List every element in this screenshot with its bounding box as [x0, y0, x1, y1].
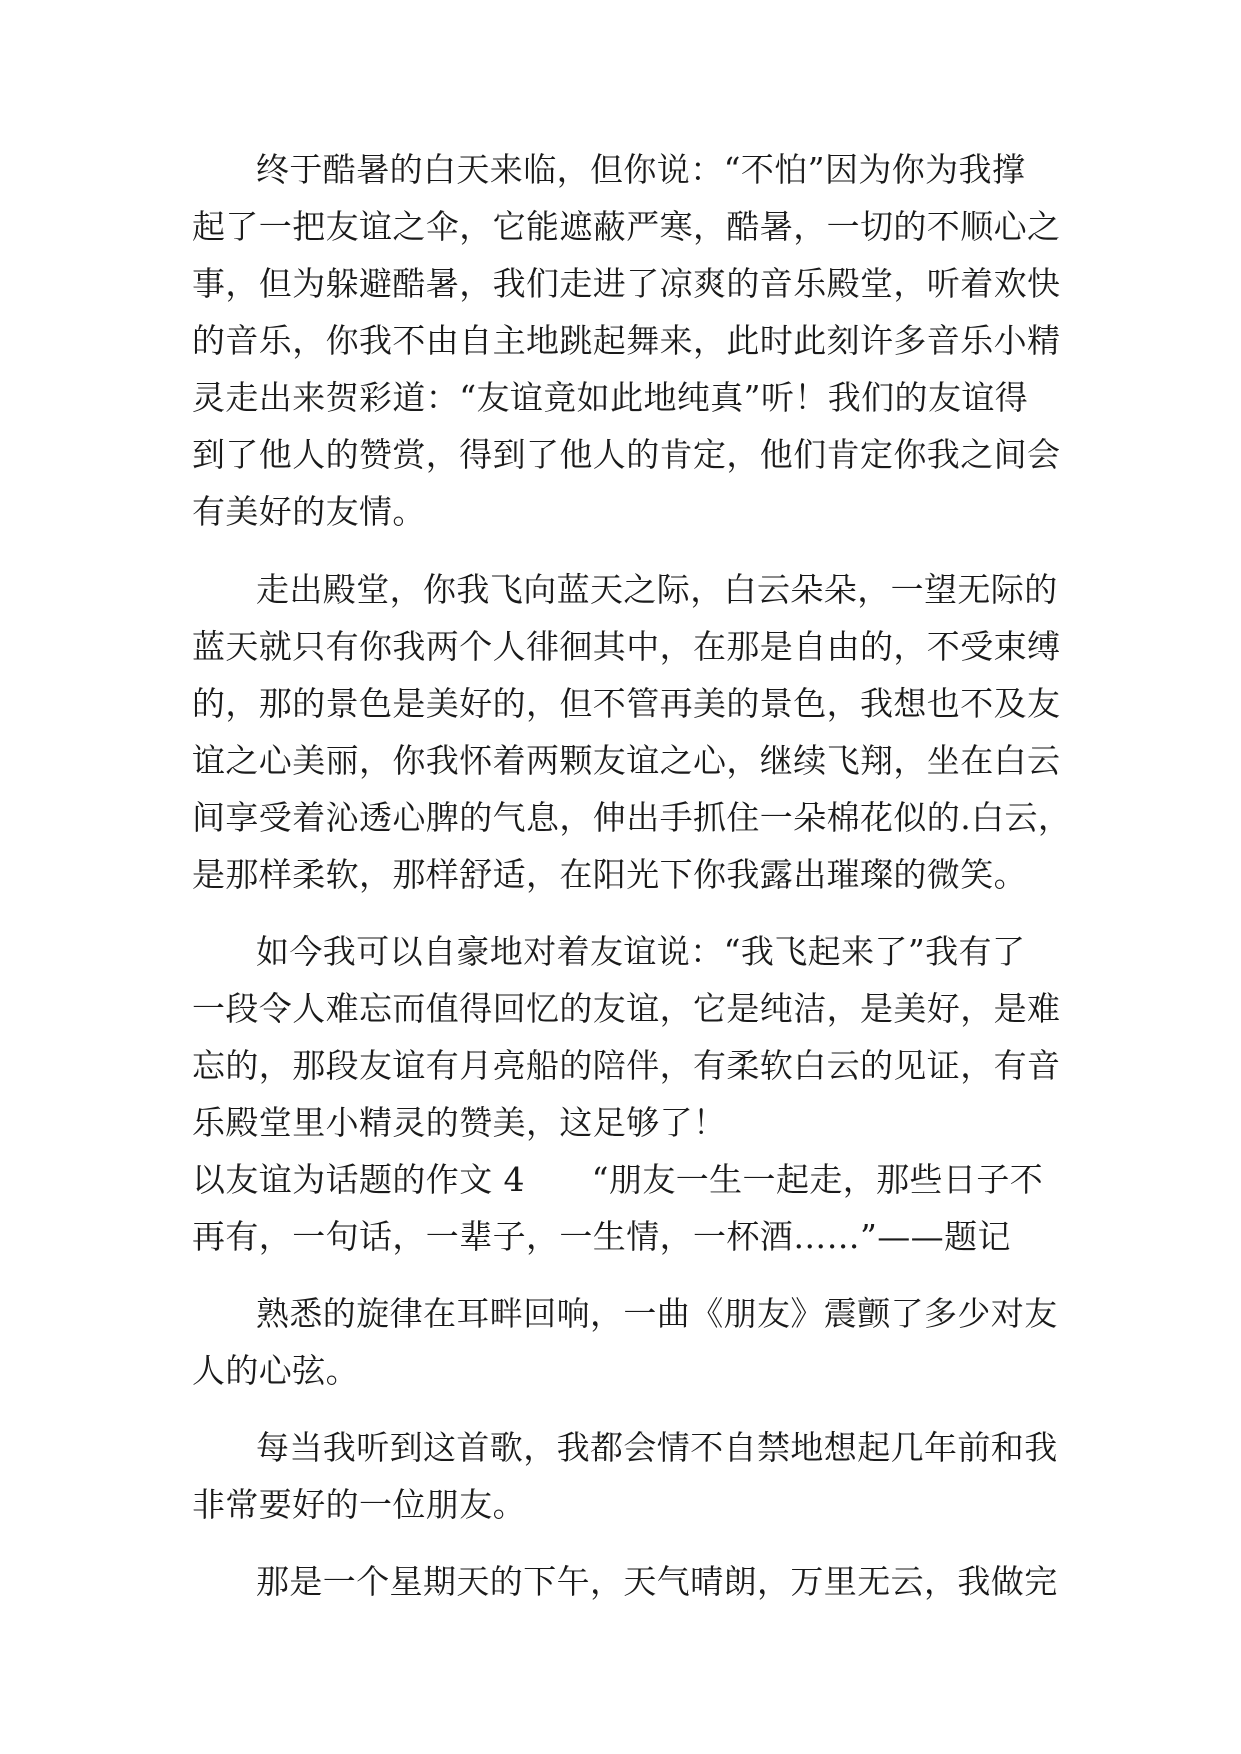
text-line: 非常要好的一位朋友。	[192, 1485, 526, 1524]
text-line: 谊之心美丽，你我怀着两颗友谊之心，继续飞翔，坐在白云	[192, 741, 1061, 780]
text-line: 人的心弦。	[192, 1351, 359, 1390]
text-line: 蓝天就只有你我两个人徘徊其中，在那是自由的，不受束缚	[192, 627, 1061, 666]
text-line: 熟悉的旋律在耳畔回响，一曲《朋友》震颤了多少对友	[256, 1294, 1058, 1333]
text-line: 的音乐，你我不由自主地跳起舞来，此时此刻许多音乐小精	[192, 321, 1061, 360]
text-line: 的，那的景色是美好的，但不管再美的景色，我想也不及友	[192, 684, 1061, 723]
text-line: 每当我听到这首歌，我都会情不自禁地想起几年前和我	[256, 1428, 1058, 1467]
text-line: 终于酷暑的白天来临，但你说：“不怕”因为你为我撑	[256, 150, 1026, 189]
text-line: 有美好的友情。	[192, 492, 426, 531]
text-line: 忘的，那段友谊有月亮船的陪伴，有柔软白云的见证，有音	[192, 1046, 1061, 1085]
text-line: 如今我可以自豪地对着友谊说：“我飞起来了”我有了	[256, 932, 1026, 971]
text-line: 那是一个星期天的下午，天气晴朗，万里无云，我做完	[256, 1562, 1058, 1601]
text-line: 走出殿堂，你我飞向蓝天之际，白云朵朵，一望无际的	[256, 570, 1058, 609]
text-line: 是那样柔软，那样舒适，在阳光下你我露出璀璨的微笑。	[192, 855, 1027, 894]
text-line: 再有，一句话，一辈子，一生情，一杯酒……”——题记	[192, 1217, 1011, 1256]
text-line: 间享受着沁透心脾的气息，伸出手抓住一朵棉花似的.白云，	[192, 798, 1072, 837]
text-line: 一段令人难忘而值得回忆的友谊，它是纯洁，是美好，是难	[192, 989, 1061, 1028]
essay-heading-line: 以友谊为话题的作文 4 “朋友一生一起走，那些日子不	[192, 1160, 1044, 1199]
text-line: 事，但为躲避酷暑，我们走进了凉爽的音乐殿堂，听着欢快	[192, 264, 1061, 303]
text-line: 灵走出来贺彩道：“友谊竟如此地纯真”听！我们的友谊得	[192, 378, 1029, 417]
text-line: 起了一把友谊之伞，它能遮蔽严寒，酷暑，一切的不顺心之	[192, 207, 1061, 246]
text-line: 乐殿堂里小精灵的赞美，这足够了！	[192, 1103, 727, 1142]
text-line: 到了他人的赞赏，得到了他人的肯定，他们肯定你我之间会	[192, 435, 1061, 474]
